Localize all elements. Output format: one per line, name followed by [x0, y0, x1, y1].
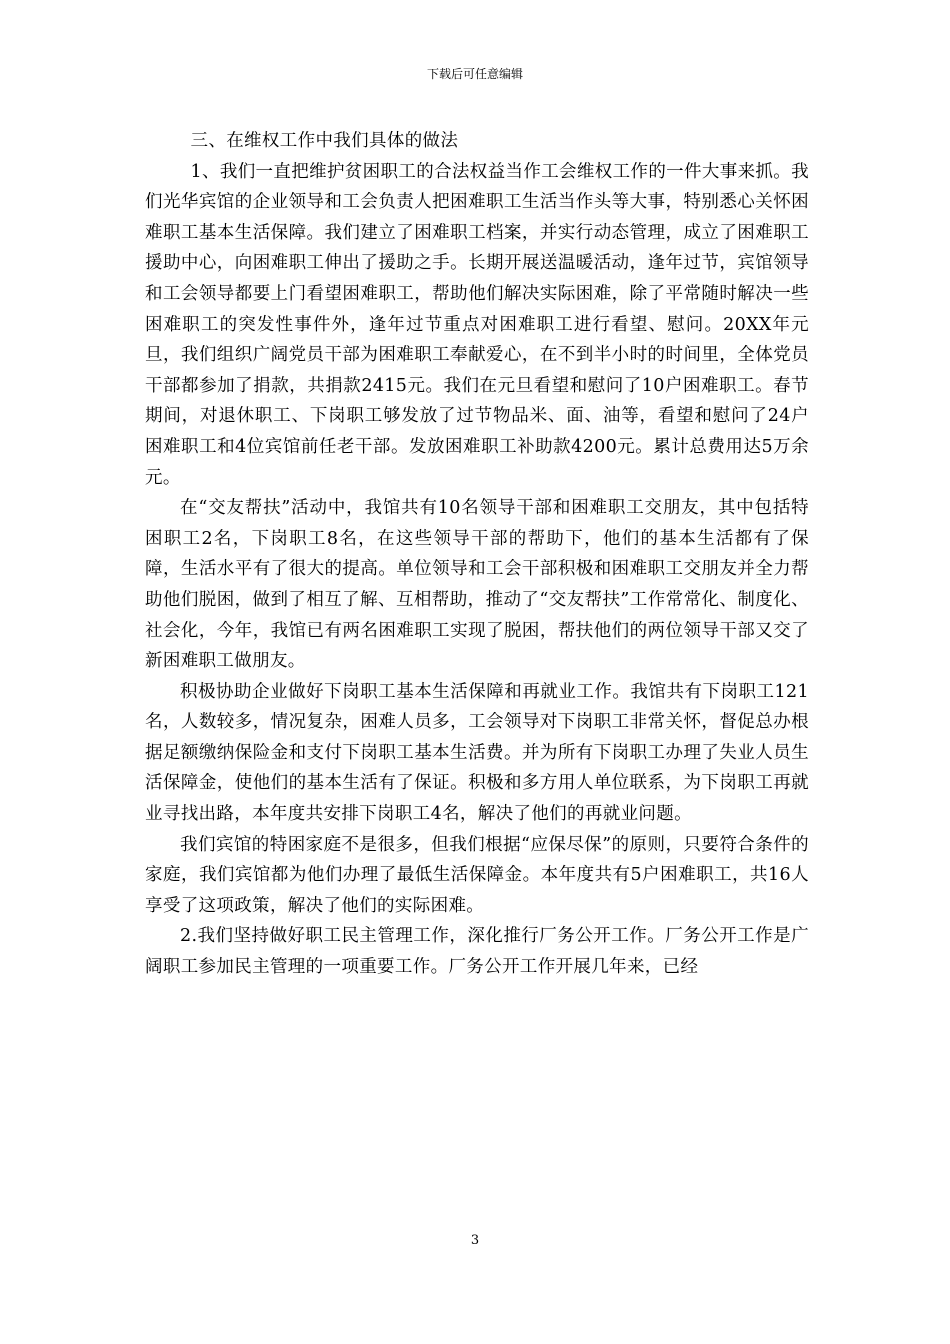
- paragraph-5: 2.我们坚持做好职工民主管理工作，深化推行厂务公开工作。厂务公开工作是广阔职工参加民主管理的一项重要工作。厂务公开工作开展几年来，已经: [145, 926, 809, 978]
- paragraph-4: 我们宾馆的特困家庭不是很多，但我们根据“应保尽保”的原则，只要符合条件的家庭，我们宾馆都为他们办理了最低生活保障金。本年度共有5户困难职工，共16人享受了这项政策，解决了他们的实际困难。: [145, 834, 809, 916]
- paragraph-3: 积极协助企业做好下岗职工基本生活保障和再就业工作。我馆共有下岗职工121名，人数较多，情况复杂，困难人员多，工会领导对下岗职工非常关怀，督促总办根据足额缴纳保险金和支付下岗职工基本生活费。并为所有下岗职工办理了失业人员生活保障金，使他们的基本生活有了保证。积极和多方用人单位联系，为下岗职工再就业寻找出路，本年度共安排下岗职工4名，解决了他们的再就业问题。: [145, 681, 809, 825]
- paragraph-2: 在“交友帮扶”活动中，我馆共有10名领导干部和困难职工交朋友，其中包括特困职工2名，下岗职工8名，在这些领导干部的帮助下，他们的基本生活都有了保障，生活水平有了很大的提高。单位领导和工会干部积极和困难职工交朋友并全力帮助他们脱困，做到了相互了解、互相帮助，推动了“交友帮扶”工作常常化、制度化、社会化，今年，我馆已有两名困难职工实现了脱困，帮扶他们的两位领导干部又交了新困难职工做朋友。: [145, 498, 809, 672]
- paragraph-1: 1、我们一直把维护贫困职工的合法权益当作工会维权工作的一件大事来抓。我们光华宾馆的企业领导和工会负责人把困难职工生活当作头等大事，特别悉心关怀困难职工基本生活保障。我们建立了困难职工档案，并实行动态管理，成立了困难职工援助中心，向困难职工伸出了援助之手。长期开展送温暖活动，逢年过节，宾馆领导和工会领导都要上门看望困难职工，帮助他们解决实际困难，除了平常随时解决一些困难职工的突发性事件外，逢年过节重点对困难职工进行看望、慰问。20XX年元旦，我们组织广阔党员干部为困难职工奉献爱心，在不到半小时的时间里，全体党员干部都参加了捐款，共捐款2415元。我们在元旦看望和慰问了10户困难职工。春节期间，对退休职工、下岗职工够发放了过节物品米、面、油等，看望和慰问了24户困难职工和4位宾馆前任老干部。发放困难职工补助款4200元。累计总费用达5万余元。: [145, 161, 809, 488]
- document-body: [145, 126, 809, 983]
- page-number: 3: [470, 1233, 480, 1248]
- section-heading: 三、在维权工作中我们具体的做法: [190, 131, 459, 151]
- page-header-note: 下载后可任意编辑: [426, 67, 523, 81]
